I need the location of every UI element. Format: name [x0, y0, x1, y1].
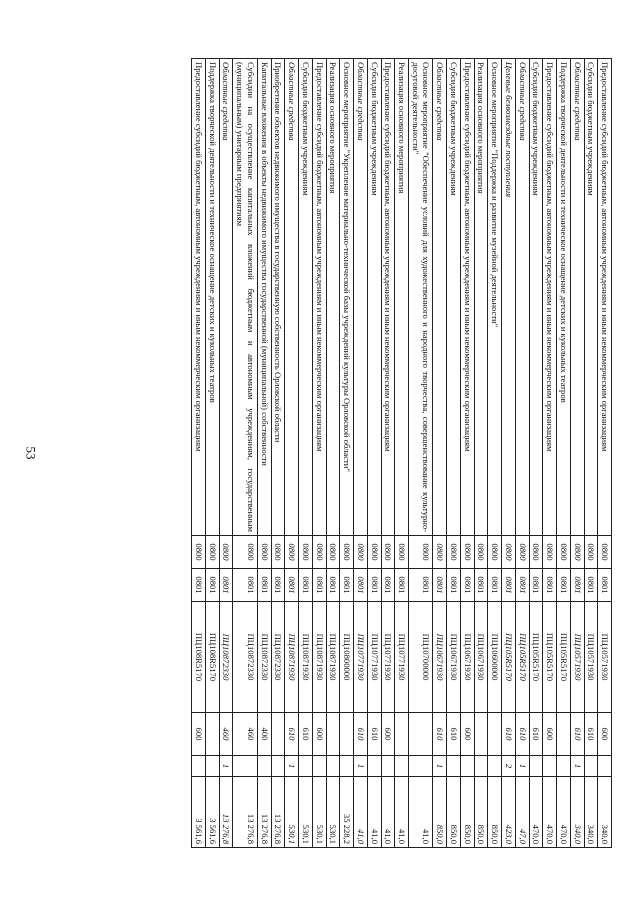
expense-type-cell: 610 [502, 713, 516, 756]
expense-type-cell: 600 [460, 713, 474, 756]
subsection-code-cell: 0801 [354, 569, 368, 602]
target-article-cell: ПЦ10771930 [381, 602, 395, 713]
source-note-cell [381, 756, 395, 777]
expense-type-cell: 400 [257, 713, 271, 756]
expense-type-cell [340, 713, 354, 756]
subsection-code-cell: 0801 [598, 569, 612, 602]
expense-type-cell: 610 [354, 713, 368, 756]
subsection-code-cell: 0801 [395, 569, 409, 602]
subsection-code-cell: 0801 [340, 569, 354, 602]
source-note-cell: 1 [433, 756, 447, 777]
row-name-cell: Предоставление субсидий бюджетным, автономным учреждениям и иным некоммерческим организациям [598, 59, 612, 536]
source-note-cell: 1 [285, 756, 299, 777]
source-note-cell: 1 [354, 756, 368, 777]
amount-cell: 3 561,6 [205, 777, 219, 848]
source-note-cell [598, 756, 612, 777]
amount-cell: 41,0 [408, 777, 432, 848]
amount-cell: 3 561,6 [192, 777, 206, 848]
subsection-code-cell: 0801 [312, 569, 326, 602]
amount-cell: 41,0 [381, 777, 395, 848]
table-row [570, 59, 584, 848]
expense-type-cell [557, 713, 571, 756]
table-row [460, 59, 474, 848]
table-row [447, 59, 461, 848]
target-article-cell: ПЦ10871930 [326, 602, 340, 713]
section-code-cell: 0800 [529, 536, 543, 569]
source-note-cell [543, 756, 557, 777]
expense-type-cell: 610 [515, 713, 529, 756]
table-row [488, 59, 502, 848]
expense-type-cell: 610 [299, 713, 313, 756]
target-article-cell: ПЦ10871930 [312, 602, 326, 713]
target-article-cell: ПЦ10700000 [408, 602, 432, 713]
row-name-cell: Областные средства [433, 59, 447, 536]
subsection-code-cell: 0801 [570, 569, 584, 602]
subsection-code-cell: 0801 [233, 569, 257, 602]
row-name-cell: Основное мероприятие "Обеспечение условий для художественного и народного творчества, совершенствование культурно-досуговой деятельности" [408, 59, 432, 536]
target-article-cell: ПЦ10771930 [395, 602, 409, 713]
section-code-cell: 0800 [474, 536, 488, 569]
section-code-cell: 0800 [502, 536, 516, 569]
row-name-cell: Субсидии бюджетным учреждениям [529, 59, 543, 536]
amount-cell: 850,0 [474, 777, 488, 848]
subsection-code-cell: 0801 [584, 569, 598, 602]
expense-type-cell: 610 [584, 713, 598, 756]
amount-cell: 47,0 [515, 777, 529, 848]
section-code-cell: 0800 [285, 536, 299, 569]
section-code-cell: 0800 [354, 536, 368, 569]
subsection-code-cell: 0801 [408, 569, 432, 602]
expense-type-cell: 600 [381, 713, 395, 756]
table-row [285, 59, 299, 848]
target-article-cell: ПЦ10872330 [233, 602, 257, 713]
source-note-cell [192, 756, 206, 777]
row-name-cell: Областные средства [285, 59, 299, 536]
subsection-code-cell: 0801 [433, 569, 447, 602]
table-row [326, 59, 340, 848]
row-name-cell: Основное мероприятие "Укрепление материально-технической базы учреждений культуры Орловской области" [340, 59, 354, 536]
amount-cell: 530,1 [326, 777, 340, 848]
amount-cell: 41,0 [354, 777, 368, 848]
target-article-cell: ПЦ105R5170 [557, 602, 571, 713]
subsection-code-cell: 0801 [299, 569, 313, 602]
amount-cell: 340,0 [570, 777, 584, 848]
table-row [557, 59, 571, 848]
target-article-cell: ПЦ10872330 [219, 602, 233, 713]
table-row [433, 59, 447, 848]
source-note-cell [557, 756, 571, 777]
expense-type-cell: 600 [598, 713, 612, 756]
target-article-cell: ПЦ105R5170 [515, 602, 529, 713]
subsection-code-cell: 0801 [285, 569, 299, 602]
table-row [381, 59, 395, 848]
expense-type-cell: 600 [192, 713, 206, 756]
expense-type-cell [408, 713, 432, 756]
subsection-code-cell: 0801 [502, 569, 516, 602]
section-code-cell: 0800 [192, 536, 206, 569]
target-article-cell: ПЦ10871930 [299, 602, 313, 713]
target-article-cell: ПЦ108R5170 [192, 602, 206, 713]
table-row [192, 59, 206, 848]
section-code-cell: 0800 [488, 536, 502, 569]
target-article-cell: ПЦ10800000 [340, 602, 354, 713]
subsection-code-cell: 0801 [515, 569, 529, 602]
amount-cell: 41,0 [367, 777, 381, 848]
subsection-code-cell: 0801 [326, 569, 340, 602]
amount-cell: 13 276,8 [219, 777, 233, 848]
expense-type-cell: 610 [447, 713, 461, 756]
expense-type-cell: 610 [367, 713, 381, 756]
source-note-cell [395, 756, 409, 777]
expense-type-cell [271, 713, 285, 756]
amount-cell: 340,0 [584, 777, 598, 848]
table-row [233, 59, 257, 848]
section-code-cell: 0800 [299, 536, 313, 569]
section-code-cell: 0800 [408, 536, 432, 569]
expense-type-cell: 610 [433, 713, 447, 756]
amount-cell: 470,0 [543, 777, 557, 848]
expense-type-cell: 460 [233, 713, 257, 756]
row-name-cell: Областные средства [219, 59, 233, 536]
source-note-cell [326, 756, 340, 777]
table-row [367, 59, 381, 848]
target-article-cell: ПЦ105R5170 [543, 602, 557, 713]
source-note-cell [408, 756, 432, 777]
source-note-cell [474, 756, 488, 777]
section-code-cell: 0800 [233, 536, 257, 569]
target-article-cell: ПЦ10571930 [570, 602, 584, 713]
expense-type-cell: 610 [570, 713, 584, 756]
section-code-cell: 0800 [570, 536, 584, 569]
source-note-cell: 2 [502, 756, 516, 777]
section-code-cell: 0800 [381, 536, 395, 569]
row-name-cell: Реализация основного мероприятия [326, 59, 340, 536]
table-row [515, 59, 529, 848]
row-name-cell: Приобретение объектов недвижимого имущества в государственную собственность Орловской области [271, 59, 285, 536]
source-note-cell [312, 756, 326, 777]
amount-cell: 41,0 [395, 777, 409, 848]
amount-cell: 340,0 [598, 777, 612, 848]
expense-type-cell [488, 713, 502, 756]
amount-cell: 530,1 [312, 777, 326, 848]
row-name-cell: Реализация основного мероприятия [395, 59, 409, 536]
target-article-cell: ПЦ10872330 [271, 602, 285, 713]
amount-cell: 850,0 [460, 777, 474, 848]
row-name-cell: Областные средства [570, 59, 584, 536]
target-article-cell: ПЦ10671930 [474, 602, 488, 713]
row-name-cell: Субсидии бюджетным учреждениям [447, 59, 461, 536]
section-code-cell: 0800 [584, 536, 598, 569]
table-row [598, 59, 612, 848]
target-article-cell: ПЦ10571930 [584, 602, 598, 713]
section-code-cell: 0800 [598, 536, 612, 569]
amount-cell: 470,0 [529, 777, 543, 848]
row-name-cell: Областные средства [354, 59, 368, 536]
source-note-cell [271, 756, 285, 777]
table-row [584, 59, 598, 848]
target-article-cell: ПЦ105R5170 [502, 602, 516, 713]
row-name-cell: Областные средства [515, 59, 529, 536]
target-article-cell: ПЦ10571930 [598, 602, 612, 713]
section-code-cell: 0800 [557, 536, 571, 569]
expense-type-cell: 600 [543, 713, 557, 756]
row-name-cell: Субсидии бюджетным учреждениям [299, 59, 313, 536]
row-name-cell: Реализация основного мероприятия [474, 59, 488, 536]
expense-type-cell: 610 [285, 713, 299, 756]
row-name-cell: Предоставление субсидий бюджетным, автономным учреждениям и иным некоммерческим организациям [543, 59, 557, 536]
amount-cell: 13 276,8 [233, 777, 257, 848]
source-note-cell [233, 756, 257, 777]
source-note-cell [584, 756, 598, 777]
source-note-cell [460, 756, 474, 777]
amount-cell: 35 228,2 [340, 777, 354, 848]
source-note-cell: 1 [570, 756, 584, 777]
source-note-cell [488, 756, 502, 777]
amount-cell: 850,0 [433, 777, 447, 848]
budget-table-container [52, 58, 612, 848]
source-note-cell [299, 756, 313, 777]
source-note-cell [340, 756, 354, 777]
row-name-cell: Целевые безвозмездные поступления [502, 59, 516, 536]
amount-cell: 423,0 [502, 777, 516, 848]
subsection-code-cell: 0801 [219, 569, 233, 602]
section-code-cell: 0800 [271, 536, 285, 569]
section-code-cell: 0800 [205, 536, 219, 569]
section-code-cell: 0800 [219, 536, 233, 569]
row-name-cell: Предоставление субсидий бюджетным, автономным учреждениям и иным некоммерческим организациям [312, 59, 326, 536]
subsection-code-cell: 0801 [557, 569, 571, 602]
source-note-cell: 1 [515, 756, 529, 777]
target-article-cell: ПЦ108R5170 [205, 602, 219, 713]
section-code-cell: 0800 [367, 536, 381, 569]
source-note-cell [529, 756, 543, 777]
table-row [312, 59, 326, 848]
source-note-cell: 1 [219, 756, 233, 777]
table-row [395, 59, 409, 848]
target-article-cell: ПЦ10871930 [285, 602, 299, 713]
section-code-cell: 0800 [433, 536, 447, 569]
target-article-cell: ПЦ10771930 [354, 602, 368, 713]
row-name-cell: Предоставление субсидий бюджетным, автономным учреждениям и иным некоммерческим организациям [460, 59, 474, 536]
subsection-code-cell: 0801 [381, 569, 395, 602]
target-article-cell: ПЦ10600000 [488, 602, 502, 713]
subsection-code-cell: 0801 [447, 569, 461, 602]
section-code-cell: 0800 [543, 536, 557, 569]
amount-cell: 13 276,8 [271, 777, 285, 848]
row-name-cell: Капитальные вложения в объекты недвижимого имущества государственной (муниципальной) собственности [257, 59, 271, 536]
target-article-cell: ПЦ10671930 [447, 602, 461, 713]
section-code-cell: 0800 [312, 536, 326, 569]
table-row [502, 59, 516, 848]
amount-cell: 470,0 [557, 777, 571, 848]
subsection-code-cell: 0801 [367, 569, 381, 602]
table-row [271, 59, 285, 848]
amount-cell: 850,0 [488, 777, 502, 848]
subsection-code-cell: 0801 [205, 569, 219, 602]
row-name-cell: Предоставление субсидий бюджетным, автономным учреждениям и иным некоммерческим организациям [381, 59, 395, 536]
subsection-code-cell: 0801 [543, 569, 557, 602]
source-note-cell [257, 756, 271, 777]
subsection-code-cell: 0801 [257, 569, 271, 602]
source-note-cell [205, 756, 219, 777]
source-note-cell [367, 756, 381, 777]
table-row [340, 59, 354, 848]
row-name-cell: Субсидии бюджетным учреждениям [584, 59, 598, 536]
target-article-cell: ПЦ10872330 [257, 602, 271, 713]
table-row [354, 59, 368, 848]
subsection-code-cell: 0801 [460, 569, 474, 602]
table-row [219, 59, 233, 848]
table-row [408, 59, 432, 848]
table-row [205, 59, 219, 848]
table-row [529, 59, 543, 848]
row-name-cell: Субсидии на осуществление капитальных вложений бюджетным и автономным учреждениям, государственным (муниципальным) унитарным предприятиям [233, 59, 257, 536]
section-code-cell: 0800 [395, 536, 409, 569]
subsection-code-cell: 0801 [488, 569, 502, 602]
table-row [299, 59, 313, 848]
budget-table [191, 58, 612, 848]
page-number: 53 [23, 446, 39, 460]
target-article-cell: ПЦ10771930 [367, 602, 381, 713]
table-row [474, 59, 488, 848]
expense-type-cell: 460 [219, 713, 233, 756]
amount-cell: 13 276,8 [257, 777, 271, 848]
section-code-cell: 0800 [340, 536, 354, 569]
section-code-cell: 0800 [460, 536, 474, 569]
section-code-cell: 0800 [326, 536, 340, 569]
amount-cell: 530,1 [285, 777, 299, 848]
subsection-code-cell: 0801 [271, 569, 285, 602]
subsection-code-cell: 0801 [192, 569, 206, 602]
amount-cell: 530,1 [299, 777, 313, 848]
row-name-cell: Предоставление субсидий бюджетным, автономным учреждениям и иным некоммерческим организациям [192, 59, 206, 536]
amount-cell: 850,0 [447, 777, 461, 848]
target-article-cell: ПЦ10671930 [433, 602, 447, 713]
expense-type-cell [326, 713, 340, 756]
expense-type-cell: 600 [312, 713, 326, 756]
target-article-cell: ПЦ10671930 [460, 602, 474, 713]
expense-type-cell [474, 713, 488, 756]
row-name-cell: Поддержка творческой деятельности и техническое оснащение детских и кукольных театров [557, 59, 571, 536]
row-name-cell: Поддержка творческой деятельности и техническое оснащение детских и кукольных театров [205, 59, 219, 536]
source-note-cell [447, 756, 461, 777]
subsection-code-cell: 0801 [529, 569, 543, 602]
row-name-cell: Субсидии бюджетным учреждениям [367, 59, 381, 536]
table-row [543, 59, 557, 848]
expense-type-cell: 610 [529, 713, 543, 756]
target-article-cell: ПЦ105R5170 [529, 602, 543, 713]
budget-table-body [192, 59, 612, 848]
row-name-cell: Основное мероприятие "Поддержка и развитие музейной деятельности" [488, 59, 502, 536]
section-code-cell: 0800 [257, 536, 271, 569]
table-row [257, 59, 271, 848]
subsection-code-cell: 0801 [474, 569, 488, 602]
expense-type-cell [205, 713, 219, 756]
expense-type-cell [395, 713, 409, 756]
section-code-cell: 0800 [447, 536, 461, 569]
section-code-cell: 0800 [515, 536, 529, 569]
